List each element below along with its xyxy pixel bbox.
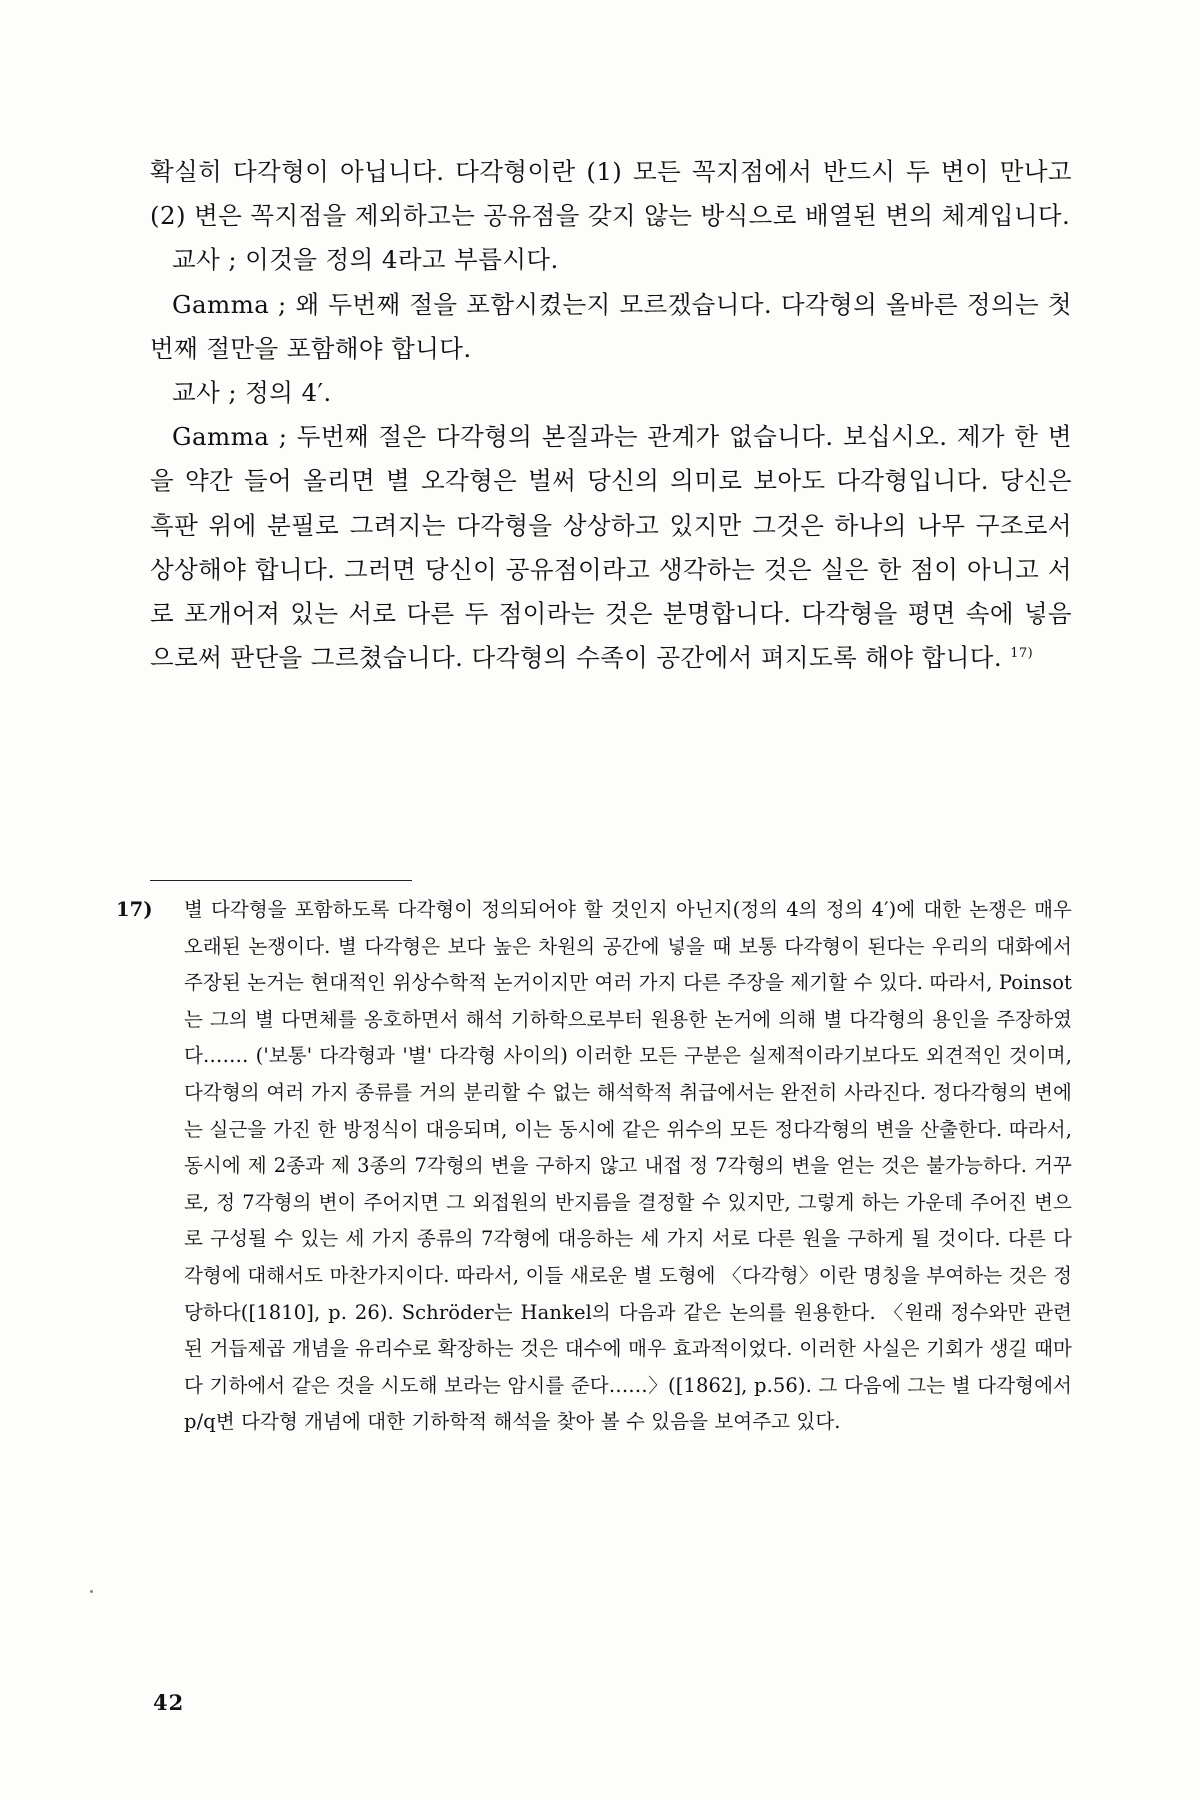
paragraph-2: 교사 ; 이것을 정의 4라고 부릅시다.	[172, 245, 559, 275]
footnote-divider	[150, 880, 412, 881]
paragraph-5-text: Gamma ; 두번째 절은 다각형의 본질과는 관계가 없습니다. 보십시오. 제가 한 변을 약간 들어 올리면 별 오각형은 벌써 당신의 의미로 보아도 다각형입니다. 당신은 흑판 위에 분필로 그려지는 다각형을 상상하고 있지만 그것은 하나의 나무 구조로서 상상해야 합니다. 그러면 당신이 공유점이라고 생각하는 것은 실은 한 점이 아니고 서로 포개어져 있는 서로 다른 두 점이라는 것은 분명합니다. 다각형을 평면 속에 넣음으로써 판단을 그르쳤습니다. 다각형의 수족이 공간에서 펴지도록 해야 합니다.	[150, 422, 1072, 673]
book-page	[116, 150, 1072, 1715]
paragraph-4: 교사 ; 정의 4′.	[172, 378, 332, 408]
footnote-text: 별 다각형을 포함하도록 다각형이 정의되어야 할 것인지 아닌지(정의 4의 정의 4′)에 대한 논쟁은 매우 오래된 논쟁이다. 별 다각형은 보다 높은 차원의 공간에 넣을 때 보통 다각형이 된다는 우리의 대화에서 주장된 논거는 현대적인 위상수학적 논거이지만 여러 가지 다른 주장을 제기할 수 있다. 따라서, Poinsot는 그의 별 다면체를 옹호하면서 해석 기하학으로부터 원용한 논거에 의해 별 다각형의 용인을 주장하였다……. ('보통' 다각형과 '별' 다각형 사이의) 이러한 모든 구분은 실제적이라기보다도 외견적인 것이며, 다각형의 여러 가지 종류를 거의 분리할 수 없는 해석학적 취급에서는 완전히 사라진다. 정다각형의 변에는 실근을 가진 한 방정식이 대응되며, 이는 동시에 같은 위수의 모든 정다각형의 변을 산출한다. 따라서, 동시에 제 2종과 제 3종의 7각형의 변을 구하지 않고 내접 정 7각형의 변을 얻는 것은 불가능하다. 거꾸로, 정 7각형의 변이 주어지면 그 외접원의 반지름을 결정할 수 있지만, 그렇게 하는 가운데 주어진 변으로 구성될 수 있는 세 가지 종류의 7각형에 대응하는 세 가지 서로 다른 원을 구하게 될 것이다. 다른 다각형에 대해서도 마찬가지이다. 따라서, 이들 새로운 별 도형에 〈다각형〉이란 명칭을 부여하는 것은 정당하다([1810], p. 26). Schröder는 Hankel의 다음과 같은 논의를 원용한다. 〈원래 정수와만 관련된 거듭제곱 개념을 유리수로 확장하는 것은 대수에 매우 효과적이었다. 이러한 사실은 기회가 생길 때마다 기하에서 같은 것을 시도해 보라는 암시를 준다……〉([1862], p.56). 그 다음에 그는 별 다각형에서 p/q변 다각형 개념에 대한 기하학적 해석을 찾아 볼 수 있음을 보여주고 있다.	[184, 898, 1072, 1434]
paragraph-5	[150, 415, 1072, 680]
footnote-reference: 17)	[1010, 646, 1034, 662]
footnote-marker: 17)	[116, 898, 153, 921]
footnote-body	[116, 892, 1072, 1441]
footnote	[116, 892, 1072, 1441]
paragraph-1: 확실히 다각형이 아닙니다. 다각형이란 (1) 모든 꼭지점에서 반드시 두 변이 만나고 (2) 변은 꼭지점을 제외하고는 공유점을 갖지 않는 방식으로 배열된 변의 체계입니다.	[150, 157, 1072, 231]
paragraph-3: Gamma ; 왜 두번째 절을 포함시켰는지 모르겠습니다. 다각형의 올바른 정의는 첫번째 절만을 포함해야 합니다.	[150, 289, 1072, 363]
scan-speck	[90, 1590, 93, 1593]
main-text	[150, 150, 1072, 680]
page-number: 42	[153, 1690, 185, 1715]
